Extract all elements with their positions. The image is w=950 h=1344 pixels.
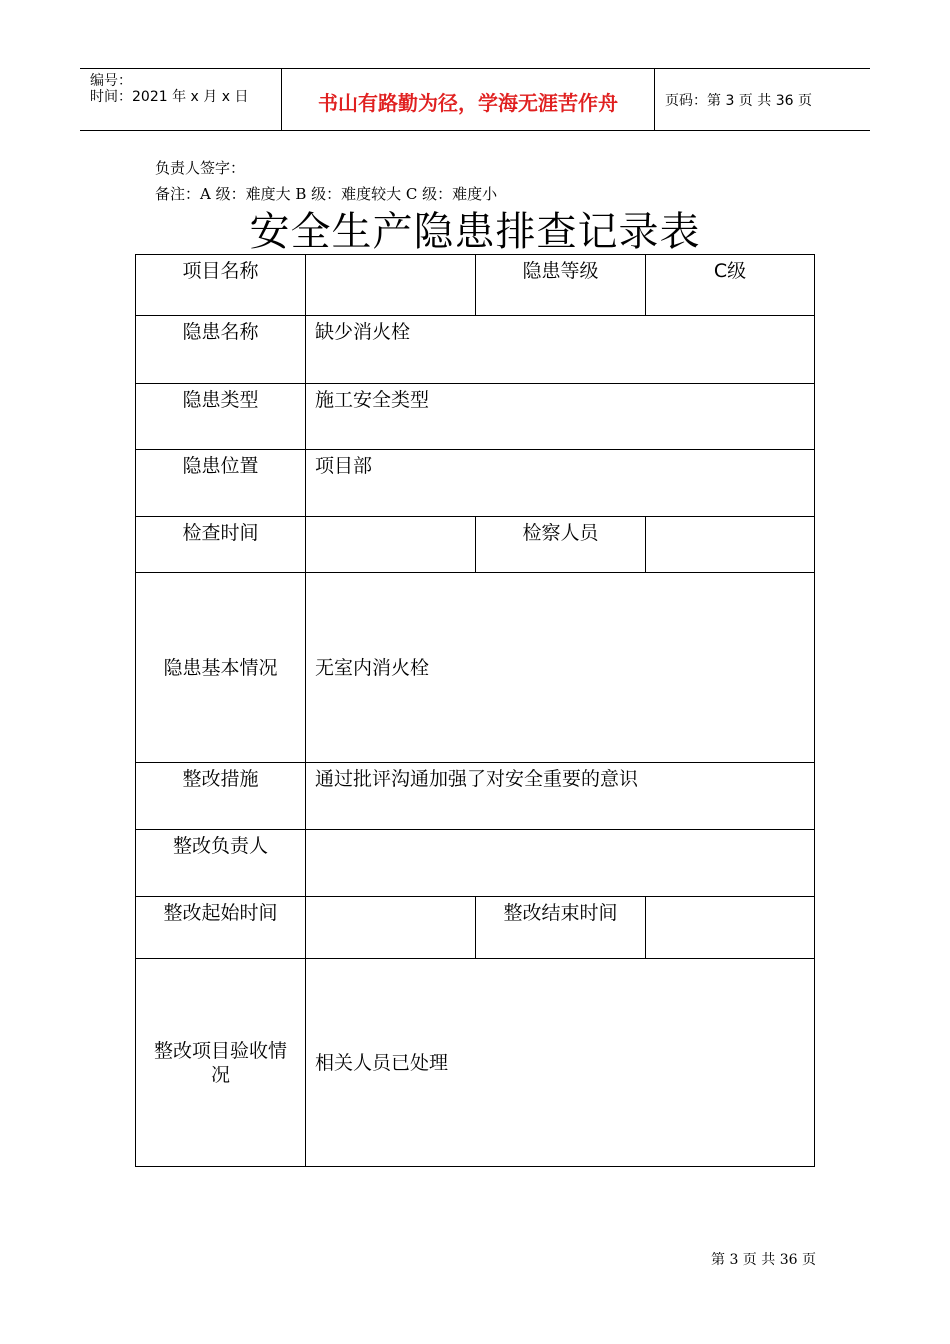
project-name-value[interactable]: [306, 255, 476, 316]
header-right: [655, 69, 870, 130]
hazard-grade-value[interactable]: C级: [646, 255, 814, 316]
project-name-label: 项目名称: [136, 255, 306, 316]
time-label: 时间：2021 年 x 月 x 日: [90, 89, 249, 105]
hazard-grade-label: 隐患等级: [476, 255, 646, 316]
page-title: 安全生产隐患排查记录表: [249, 209, 701, 255]
hazard-name-label: 隐患名称: [136, 316, 306, 384]
start-time-value[interactable]: [306, 897, 476, 959]
inspector-value[interactable]: [646, 517, 814, 573]
acceptance-value[interactable]: [306, 959, 814, 1166]
measures-value[interactable]: 通过批评沟通加强了对安全重要的意识: [306, 763, 814, 830]
motto: 书山有路勤为径，学海无涯苦作舟: [318, 91, 618, 115]
responsible-label: 整改负责人: [136, 830, 306, 897]
acceptance-label-text: 整改项目验收情况: [153, 1039, 287, 1086]
basic-situation-value[interactable]: [306, 573, 814, 763]
hazard-type-value[interactable]: 施工安全类型: [306, 384, 814, 450]
hazard-type-label: 隐患类型: [136, 384, 306, 450]
page-footer: 第 3 页 共 36 页: [711, 1252, 816, 1268]
signature-note: 负责人签字：: [155, 159, 246, 177]
acceptance-label: [136, 959, 306, 1166]
header-left: [80, 69, 281, 130]
hazard-name-value[interactable]: 缺少消火栓: [306, 316, 814, 384]
end-time-value[interactable]: [646, 897, 814, 959]
responsible-value[interactable]: [306, 830, 814, 897]
inspection-time-value[interactable]: [306, 517, 476, 573]
page-header: [80, 68, 870, 131]
page-info: 页码：第 3 页 共 36 页: [665, 93, 812, 109]
number-label: 编号：: [90, 73, 132, 89]
basic-situation-value-text: 无室内消火栓: [315, 656, 430, 679]
hazard-record-table: [135, 254, 815, 1167]
end-time-label: 整改结束时间: [476, 897, 646, 959]
basic-situation-label: [136, 573, 306, 763]
remark-note: 备注：A 级：难度大 B 级：难度较大 C 级：难度小: [155, 185, 498, 203]
inspection-time-label: 检查时间: [136, 517, 306, 573]
measures-label: 整改措施: [136, 763, 306, 830]
hazard-location-label: 隐患位置: [136, 450, 306, 517]
acceptance-value-text: 相关人员已处理: [315, 1051, 449, 1074]
header-middle: [281, 69, 655, 130]
inspector-label: 检察人员: [476, 517, 646, 573]
basic-situation-label-text: 隐患基本情况: [163, 656, 278, 679]
start-time-label: 整改起始时间: [136, 897, 306, 959]
hazard-location-value[interactable]: 项目部: [306, 450, 814, 517]
